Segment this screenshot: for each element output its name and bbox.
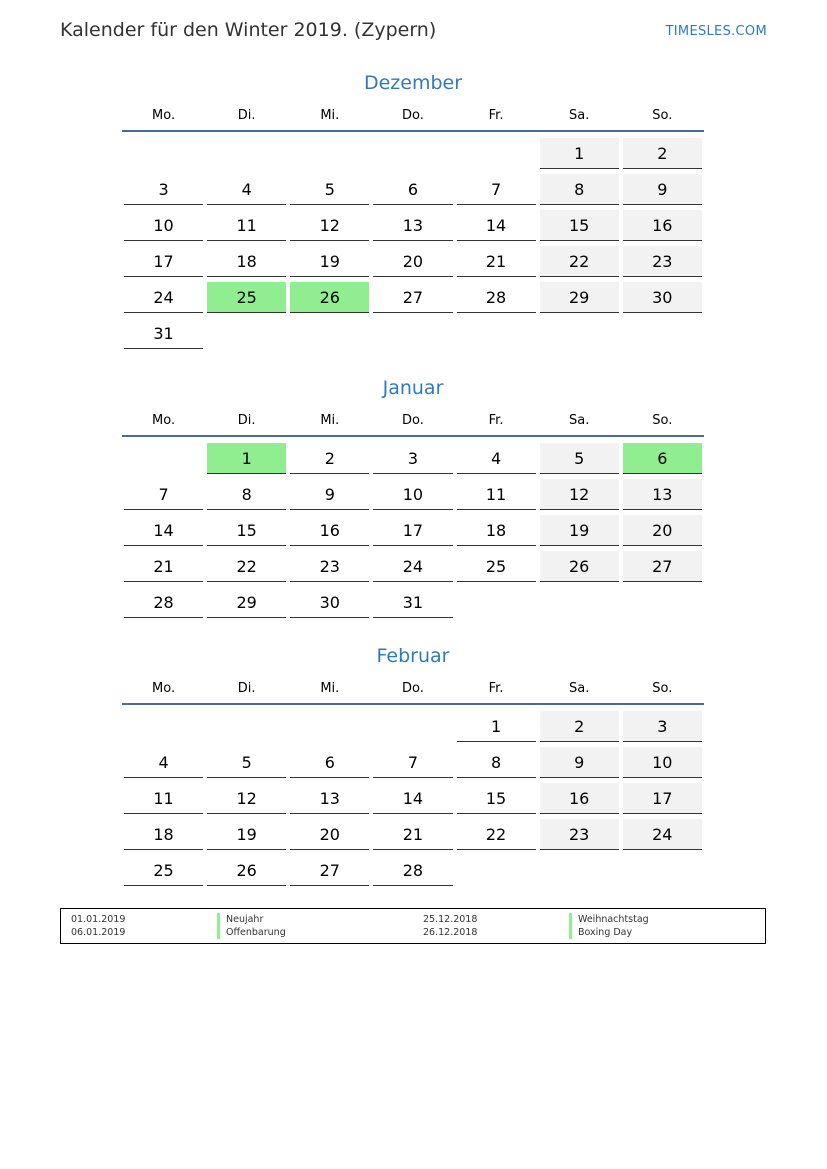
day-cell	[371, 745, 454, 781]
day-cell	[455, 477, 538, 513]
day-cell	[288, 585, 371, 621]
calendar-day: 6	[290, 747, 369, 778]
day-cell	[538, 709, 621, 745]
day-cell	[122, 745, 205, 781]
calendar-day: 3	[124, 174, 203, 205]
weekday-label: Fr.	[488, 412, 504, 428]
weekday-label: Fr.	[488, 680, 504, 696]
day-cell	[122, 172, 205, 208]
day-cell	[288, 172, 371, 208]
weekday-header	[122, 405, 704, 437]
day-cell	[621, 817, 704, 853]
calendar-day: 25	[457, 551, 536, 582]
calendar-day: 1	[540, 138, 619, 169]
calendar-day: 24	[124, 282, 203, 313]
day-cell	[205, 781, 288, 817]
weekday-label: Sa.	[569, 680, 590, 696]
weekday-label: Mo.	[152, 107, 176, 123]
day-cell	[371, 585, 454, 621]
day-cell	[122, 585, 205, 621]
day-cell	[122, 781, 205, 817]
day-cell	[205, 585, 288, 621]
day-cell	[205, 817, 288, 853]
calendar-day: 2	[623, 138, 702, 169]
calendar-day: 17	[623, 783, 702, 814]
day-cell	[455, 244, 538, 280]
page-title: Kalender für den Winter 2019. (Zypern)	[60, 19, 437, 41]
day-cell	[621, 477, 704, 513]
calendar-day: 7	[373, 747, 452, 778]
calendar-day: 16	[290, 515, 369, 546]
calendar-day: 5	[540, 443, 619, 474]
day-grid	[122, 132, 704, 352]
legend-row	[413, 913, 765, 926]
calendar-day: 14	[457, 210, 536, 241]
calendar-day: 29	[207, 587, 286, 618]
day-cell	[205, 477, 288, 513]
weekday-label: Di.	[237, 680, 256, 696]
holiday-day: 1	[207, 443, 286, 474]
empty-cell	[122, 136, 205, 172]
legend-holiday-name: Offenbarung	[217, 926, 413, 939]
day-cell	[288, 817, 371, 853]
calendar-day: 10	[623, 747, 702, 778]
calendar-day: 4	[124, 747, 203, 778]
day-cell	[371, 781, 454, 817]
day-cell	[122, 316, 205, 352]
day-cell	[621, 745, 704, 781]
day-cell	[538, 745, 621, 781]
day-cell	[455, 280, 538, 316]
calendar-day: 19	[540, 515, 619, 546]
weekday-label: So.	[652, 107, 673, 123]
month-dezember	[122, 70, 704, 352]
day-cell	[371, 280, 454, 316]
day-cell	[455, 208, 538, 244]
day-cell	[205, 441, 288, 477]
weekday-label: Mo.	[152, 680, 176, 696]
legend-date: 06.01.2019	[71, 927, 126, 938]
holiday-day: 6	[623, 443, 702, 474]
calendar-day: 7	[124, 479, 203, 510]
month-januar	[122, 375, 704, 621]
calendar-day: 12	[540, 479, 619, 510]
calendar-day: 29	[540, 282, 619, 313]
day-cell	[288, 244, 371, 280]
calendar-day: 4	[457, 443, 536, 474]
calendar-day: 20	[373, 246, 452, 277]
weekday-header	[122, 100, 704, 132]
calendar-day: 31	[124, 318, 203, 349]
day-cell	[371, 441, 454, 477]
calendar-day: 23	[540, 819, 619, 850]
calendar-day: 14	[124, 515, 203, 546]
calendar-day: 20	[290, 819, 369, 850]
calendar-day: 11	[124, 783, 203, 814]
legend-date: 01.01.2019	[71, 914, 126, 925]
day-cell	[205, 280, 288, 316]
calendar-day: 22	[540, 246, 619, 277]
weekday-label: Di.	[237, 412, 256, 428]
day-cell	[288, 280, 371, 316]
calendar-day: 28	[124, 587, 203, 618]
calendar-day: 18	[124, 819, 203, 850]
day-cell	[371, 513, 454, 549]
day-cell	[538, 280, 621, 316]
day-cell	[538, 208, 621, 244]
weekday-label: Do.	[402, 107, 424, 123]
site-link[interactable]: TIMESLES.COM	[665, 24, 767, 39]
calendar-day: 1	[457, 711, 536, 742]
day-cell	[538, 172, 621, 208]
calendar-day: 3	[623, 711, 702, 742]
day-cell	[621, 136, 704, 172]
day-cell	[538, 513, 621, 549]
day-cell	[538, 441, 621, 477]
day-cell	[288, 781, 371, 817]
calendar-day: 10	[124, 210, 203, 241]
day-cell	[538, 817, 621, 853]
month-title: Februar	[376, 645, 450, 667]
weekday-label: Mi.	[320, 412, 340, 428]
empty-cell	[455, 136, 538, 172]
calendar-day: 21	[124, 551, 203, 582]
weekday-label: Sa.	[569, 412, 590, 428]
day-cell	[621, 280, 704, 316]
calendar-day: 13	[373, 210, 452, 241]
day-cell	[122, 280, 205, 316]
calendar-day: 18	[207, 246, 286, 277]
day-cell	[371, 477, 454, 513]
day-cell	[538, 136, 621, 172]
calendar-day: 8	[207, 479, 286, 510]
calendar-day: 27	[290, 855, 369, 886]
calendar-day: 27	[373, 282, 452, 313]
calendar-day: 21	[457, 246, 536, 277]
legend-column	[61, 913, 413, 939]
calendar-day: 23	[623, 246, 702, 277]
calendar-day: 30	[290, 587, 369, 618]
weekday-label: Sa.	[569, 107, 590, 123]
day-cell	[371, 208, 454, 244]
day-cell	[538, 244, 621, 280]
calendar-day: 8	[457, 747, 536, 778]
calendar-day: 15	[457, 783, 536, 814]
legend-row	[61, 913, 413, 926]
day-cell	[122, 513, 205, 549]
empty-cell	[122, 709, 205, 745]
holiday-legend	[60, 908, 766, 944]
calendar-day: 11	[207, 210, 286, 241]
calendar-day: 19	[207, 819, 286, 850]
calendar-day: 21	[373, 819, 452, 850]
calendar-day: 14	[373, 783, 452, 814]
calendar-day: 5	[290, 174, 369, 205]
day-grid	[122, 437, 704, 621]
weekday-label: Mo.	[152, 412, 176, 428]
day-cell	[455, 745, 538, 781]
calendar-day: 16	[540, 783, 619, 814]
day-cell	[205, 172, 288, 208]
empty-cell	[288, 709, 371, 745]
calendar-day: 2	[540, 711, 619, 742]
weekday-label: So.	[652, 680, 673, 696]
day-cell	[288, 549, 371, 585]
calendar-day: 12	[207, 783, 286, 814]
calendar-day: 22	[457, 819, 536, 850]
calendar-day: 22	[207, 551, 286, 582]
calendar-day: 11	[457, 479, 536, 510]
weekday-label: Do.	[402, 680, 424, 696]
calendar-day: 9	[623, 174, 702, 205]
legend-row	[413, 926, 765, 939]
calendar-day: 24	[623, 819, 702, 850]
day-cell	[538, 549, 621, 585]
day-cell	[205, 513, 288, 549]
calendar-day: 13	[623, 479, 702, 510]
legend-date: 26.12.2018	[423, 927, 478, 938]
day-cell	[455, 513, 538, 549]
day-cell	[371, 853, 454, 889]
day-cell	[371, 549, 454, 585]
day-cell	[455, 781, 538, 817]
day-cell	[288, 745, 371, 781]
holiday-day: 26	[290, 282, 369, 313]
day-cell	[122, 549, 205, 585]
day-cell	[621, 172, 704, 208]
holiday-day: 25	[207, 282, 286, 313]
day-cell	[621, 709, 704, 745]
calendar-day: 26	[207, 855, 286, 886]
day-cell	[122, 477, 205, 513]
empty-cell	[371, 709, 454, 745]
calendar-day: 4	[207, 174, 286, 205]
day-cell	[455, 709, 538, 745]
day-cell	[621, 513, 704, 549]
calendar-day: 26	[540, 551, 619, 582]
calendar-day: 9	[540, 747, 619, 778]
month-title: Dezember	[363, 72, 463, 94]
empty-cell	[371, 136, 454, 172]
calendar-day: 3	[373, 443, 452, 474]
day-cell	[371, 172, 454, 208]
calendar-day: 25	[124, 855, 203, 886]
day-cell	[205, 853, 288, 889]
calendar-day: 27	[623, 551, 702, 582]
day-cell	[455, 441, 538, 477]
calendar-day: 28	[457, 282, 536, 313]
day-cell	[288, 513, 371, 549]
calendar-day: 17	[373, 515, 452, 546]
weekday-label: Do.	[402, 412, 424, 428]
calendar-day: 18	[457, 515, 536, 546]
day-cell	[205, 549, 288, 585]
calendar-day: 30	[623, 282, 702, 313]
day-cell	[205, 745, 288, 781]
weekday-label: Mi.	[320, 680, 340, 696]
calendar-day: 8	[540, 174, 619, 205]
empty-cell	[205, 136, 288, 172]
weekday-label: Fr.	[488, 107, 504, 123]
day-cell	[538, 781, 621, 817]
calendar-day: 31	[373, 587, 452, 618]
day-cell	[205, 208, 288, 244]
empty-cell	[205, 709, 288, 745]
month-title: Januar	[382, 377, 444, 399]
calendar-day: 23	[290, 551, 369, 582]
calendar-day: 7	[457, 174, 536, 205]
day-cell	[288, 441, 371, 477]
day-cell	[621, 208, 704, 244]
day-cell	[371, 244, 454, 280]
legend-holiday-name: Boxing Day	[569, 926, 765, 939]
day-cell	[371, 817, 454, 853]
legend-row	[61, 926, 413, 939]
calendar-day: 20	[623, 515, 702, 546]
day-cell	[621, 441, 704, 477]
weekday-header	[122, 673, 704, 705]
legend-date: 25.12.2018	[423, 914, 478, 925]
calendar-day: 10	[373, 479, 452, 510]
day-cell	[455, 549, 538, 585]
day-cell	[288, 853, 371, 889]
day-grid	[122, 705, 704, 889]
calendar-day: 15	[207, 515, 286, 546]
day-cell	[621, 244, 704, 280]
calendar-day: 24	[373, 551, 452, 582]
day-cell	[122, 817, 205, 853]
empty-cell	[288, 136, 371, 172]
calendar-day: 5	[207, 747, 286, 778]
day-cell	[621, 549, 704, 585]
day-cell	[122, 853, 205, 889]
legend-column	[413, 913, 765, 939]
day-cell	[621, 781, 704, 817]
calendar-day: 9	[290, 479, 369, 510]
calendar-day: 2	[290, 443, 369, 474]
calendar-day: 17	[124, 246, 203, 277]
legend-holiday-name: Neujahr	[217, 913, 413, 926]
day-cell	[122, 208, 205, 244]
day-cell	[455, 172, 538, 208]
weekday-label: So.	[652, 412, 673, 428]
day-cell	[538, 477, 621, 513]
weekday-label: Di.	[237, 107, 256, 123]
day-cell	[288, 477, 371, 513]
day-cell	[122, 244, 205, 280]
calendar-day: 6	[373, 174, 452, 205]
day-cell	[205, 244, 288, 280]
day-cell	[455, 817, 538, 853]
calendar-day: 13	[290, 783, 369, 814]
empty-cell	[122, 441, 205, 477]
day-cell	[288, 208, 371, 244]
weekday-label: Mi.	[320, 107, 340, 123]
legend-holiday-name: Weihnachtstag	[569, 913, 765, 926]
calendar-day: 28	[373, 855, 452, 886]
calendar-day: 16	[623, 210, 702, 241]
calendar-day: 15	[540, 210, 619, 241]
calendar-day: 12	[290, 210, 369, 241]
month-februar	[122, 643, 704, 889]
calendar-day: 19	[290, 246, 369, 277]
